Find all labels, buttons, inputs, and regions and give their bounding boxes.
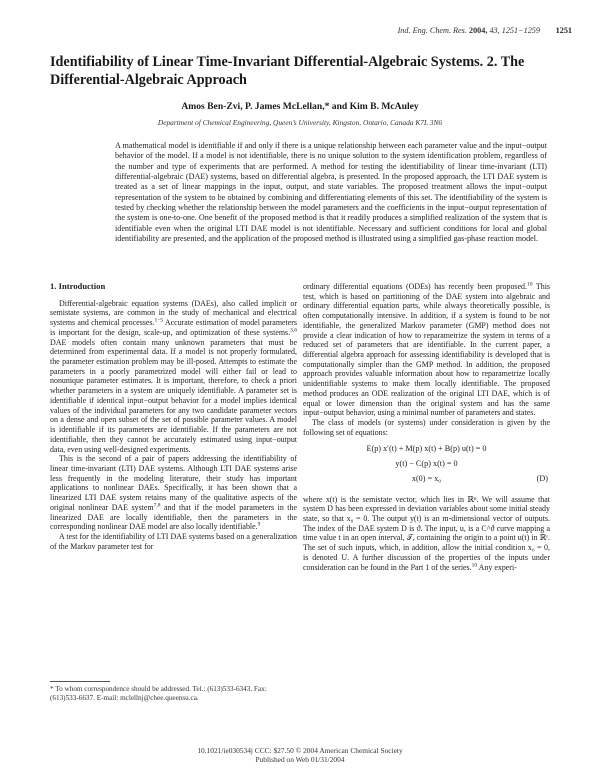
correspondence-footnote: * To whom correspondence should be addressed. Tel.: (613)533-6343. Fax: (613)533-6637. E-mail: mclellnj@chee.queensu.ca. [50, 685, 267, 702]
footnote-rule [50, 681, 110, 682]
journal-name: Ind. Eng. Chem. Res. [397, 26, 467, 35]
right-paragraph-2: The class of models (or systems) under consideration is given by the following set of equations: [303, 418, 550, 437]
doi-line: 10.1021/ie030534j CCC: $27.50 © 2004 American Chemical Society [197, 746, 403, 755]
journal-year: 2004, [468, 26, 488, 35]
journal-volume: 43, [489, 26, 500, 35]
journal-pages: 1251−1259 [501, 26, 540, 35]
equation-1: E(p) x′(t) + M(p) x(t) + B(p) u(t) = 0 [366, 443, 487, 453]
equation-2: y(t) − C(p) x(t) = 0 [395, 458, 458, 468]
page-footer [100, 746, 500, 764]
equation-3: x(0) = x₀ [411, 473, 442, 483]
left-column [50, 282, 297, 551]
abstract: A mathematical model is identifiable if and only if there is a unique relationship between each parameter value and the input−output behavior of the model. If a model is not identifiable, there is no unique solution to the system identification problem, regardless of the number and type of experiments that are performed. A method for testing the identifiability of linear time-invariant (LTI) differential-algebraic (DAE) systems, based on differential algebra, is presented. In the proposed approach, the LTI DAE system is treated as a set of linear mappings in the input, output, and state variables. The proposed treatment allows the input−output representation of the system to be obtained by combining and differentiating elements of this set. The identifiability of the system is tested by checking whether the relationship between the model parameters and the coefficients in the input−output representation of the system is one-to-one. One benefit of the proposed method is that it readily produces a simplified realization of the system that is identifiable even when the original LTI DAE model is not identifiable. Necessary and sufficient conditions for local and global identifiability are presented, and the application of the proposed method is illustrated using a simplified gas-phase reaction model. [115, 141, 547, 244]
intro-paragraph-3: A test for the identifiability of LTI DAE systems based on a generalization of the Markov parameter test for [50, 531, 297, 551]
equation-tag: (D) [536, 473, 548, 483]
publication-date: Published on Web 01/31/2004 [255, 755, 345, 764]
page-number: 1251 [555, 26, 572, 35]
right-paragraph-1: ordinary differential equations (ODEs) has recently been proposed.$^{10}$ This test, which is based on partitioning of the DAE system into algebraic and ordinary differential equation parts, while always theoretically possible, is often computationally intensive. In addition, if a system is found to be not identifiable, the generalized Markov parameter (GMP) method does not provide a clear indication of how to reparametrize the system in terms of a reduced set of parameters that are identifiable. In the current paper, a differential algebra approach for assessing identifiability is developed that is computationally simpler than the GMP method. In addition, the proposed approach provides valuable information about how to reparametrize locally unidentifiable systems to make them locally identifiable. The proposed method produces an ODE realization of the original LTI DAE, which is of equal or lower dimension than the original system and has the same input−output behavior, using a minimal number of parameters and states. [303, 281, 550, 418]
section-heading: 1. Introduction [50, 281, 106, 291]
author-list: Amos Ben-Zvi, P. James McLellan,* and Kim B. McAuley [181, 101, 419, 112]
article-title: Identifiability of Linear Time-Invariant Differential-Algebraic Systems. 2. The Differential-Algebraic Approach [50, 54, 525, 88]
right-column [303, 282, 550, 572]
intro-paragraph-2: This is the second of a pair of papers addressing the identifiability of linear time-invariant (LTI) DAE systems. Although LTI DAE systems arise less frequently in the modeling literature, their study has important applications to nonlinear DAEs. Specifically, it has been shown that a linearized LTI DAE system retains many of the qualitative aspects of the original nonlinear DAE system$^{7,8}$ and that if the model parameters in the linearized DAE are locally identifiable, then the parameters in the corresponding nonlinear DAE model are also locally identifiable.$^9$ [50, 454, 298, 532]
running-header [300, 26, 572, 35]
equation-block-D [303, 444, 550, 489]
intro-paragraph-1: Differential-algebraic equation systems (DAEs), also called implicit or semistate systems, are common in the study of mechanical and electrical systems and chemical processes.$^{1-5}$ Accurate estimation of model parameters is important for the design, scale-up, and optimization of these systems.$^{3,6}$ DAE models often contain many unknown parameters that must be determined from experimental data. If a model is not properly formulated, the parameter estimation problem may be ill-posed. Attempts to estimate the parameters in a poorly parametrized model will either fail or lead to nonunique parameter estimates. It is important, therefore, to check a priori whether parameters in a system are uniquely identifiable. A parameter set is identifiable if identical input−output behavior for a model implies identical values of the individual parameters for any two candidate parameter vectors on a dense and open subset of the set of possible parameter values. A model is identifiable if its parameters are identifiable. If the parameters are not identifiable, then they cannot be accurately estimated using input−output data, even using well-designed experiments. [50, 298, 297, 454]
right-paragraph-3: where x(t) is the semistate vector, which lies in ℝⁿ. We will assume that system D has been expressed in deviation variables about some initial steady state, so that x₀ = 0. The output y(t) is an m-dimensional vector of outputs. The index of the DAE system D is ϑ. The input, u, is a C^ϑ curve mapping a time value t in an open interval, 𝒯, containing the origin to a point u(t) in ℝʳ. The set of such inputs, which, in addition, allow the initial condition x₀ = 0, is denoted U. A further discussion of the properties of the inputs under consideration can be found in the Part 1 of the series.$^{10}$ Any experi- [303, 494, 550, 572]
affiliation: Department of Chemical Engineering, Queen’s University, Kingston, Ontario, Canada K7L 3N6 [157, 118, 443, 127]
